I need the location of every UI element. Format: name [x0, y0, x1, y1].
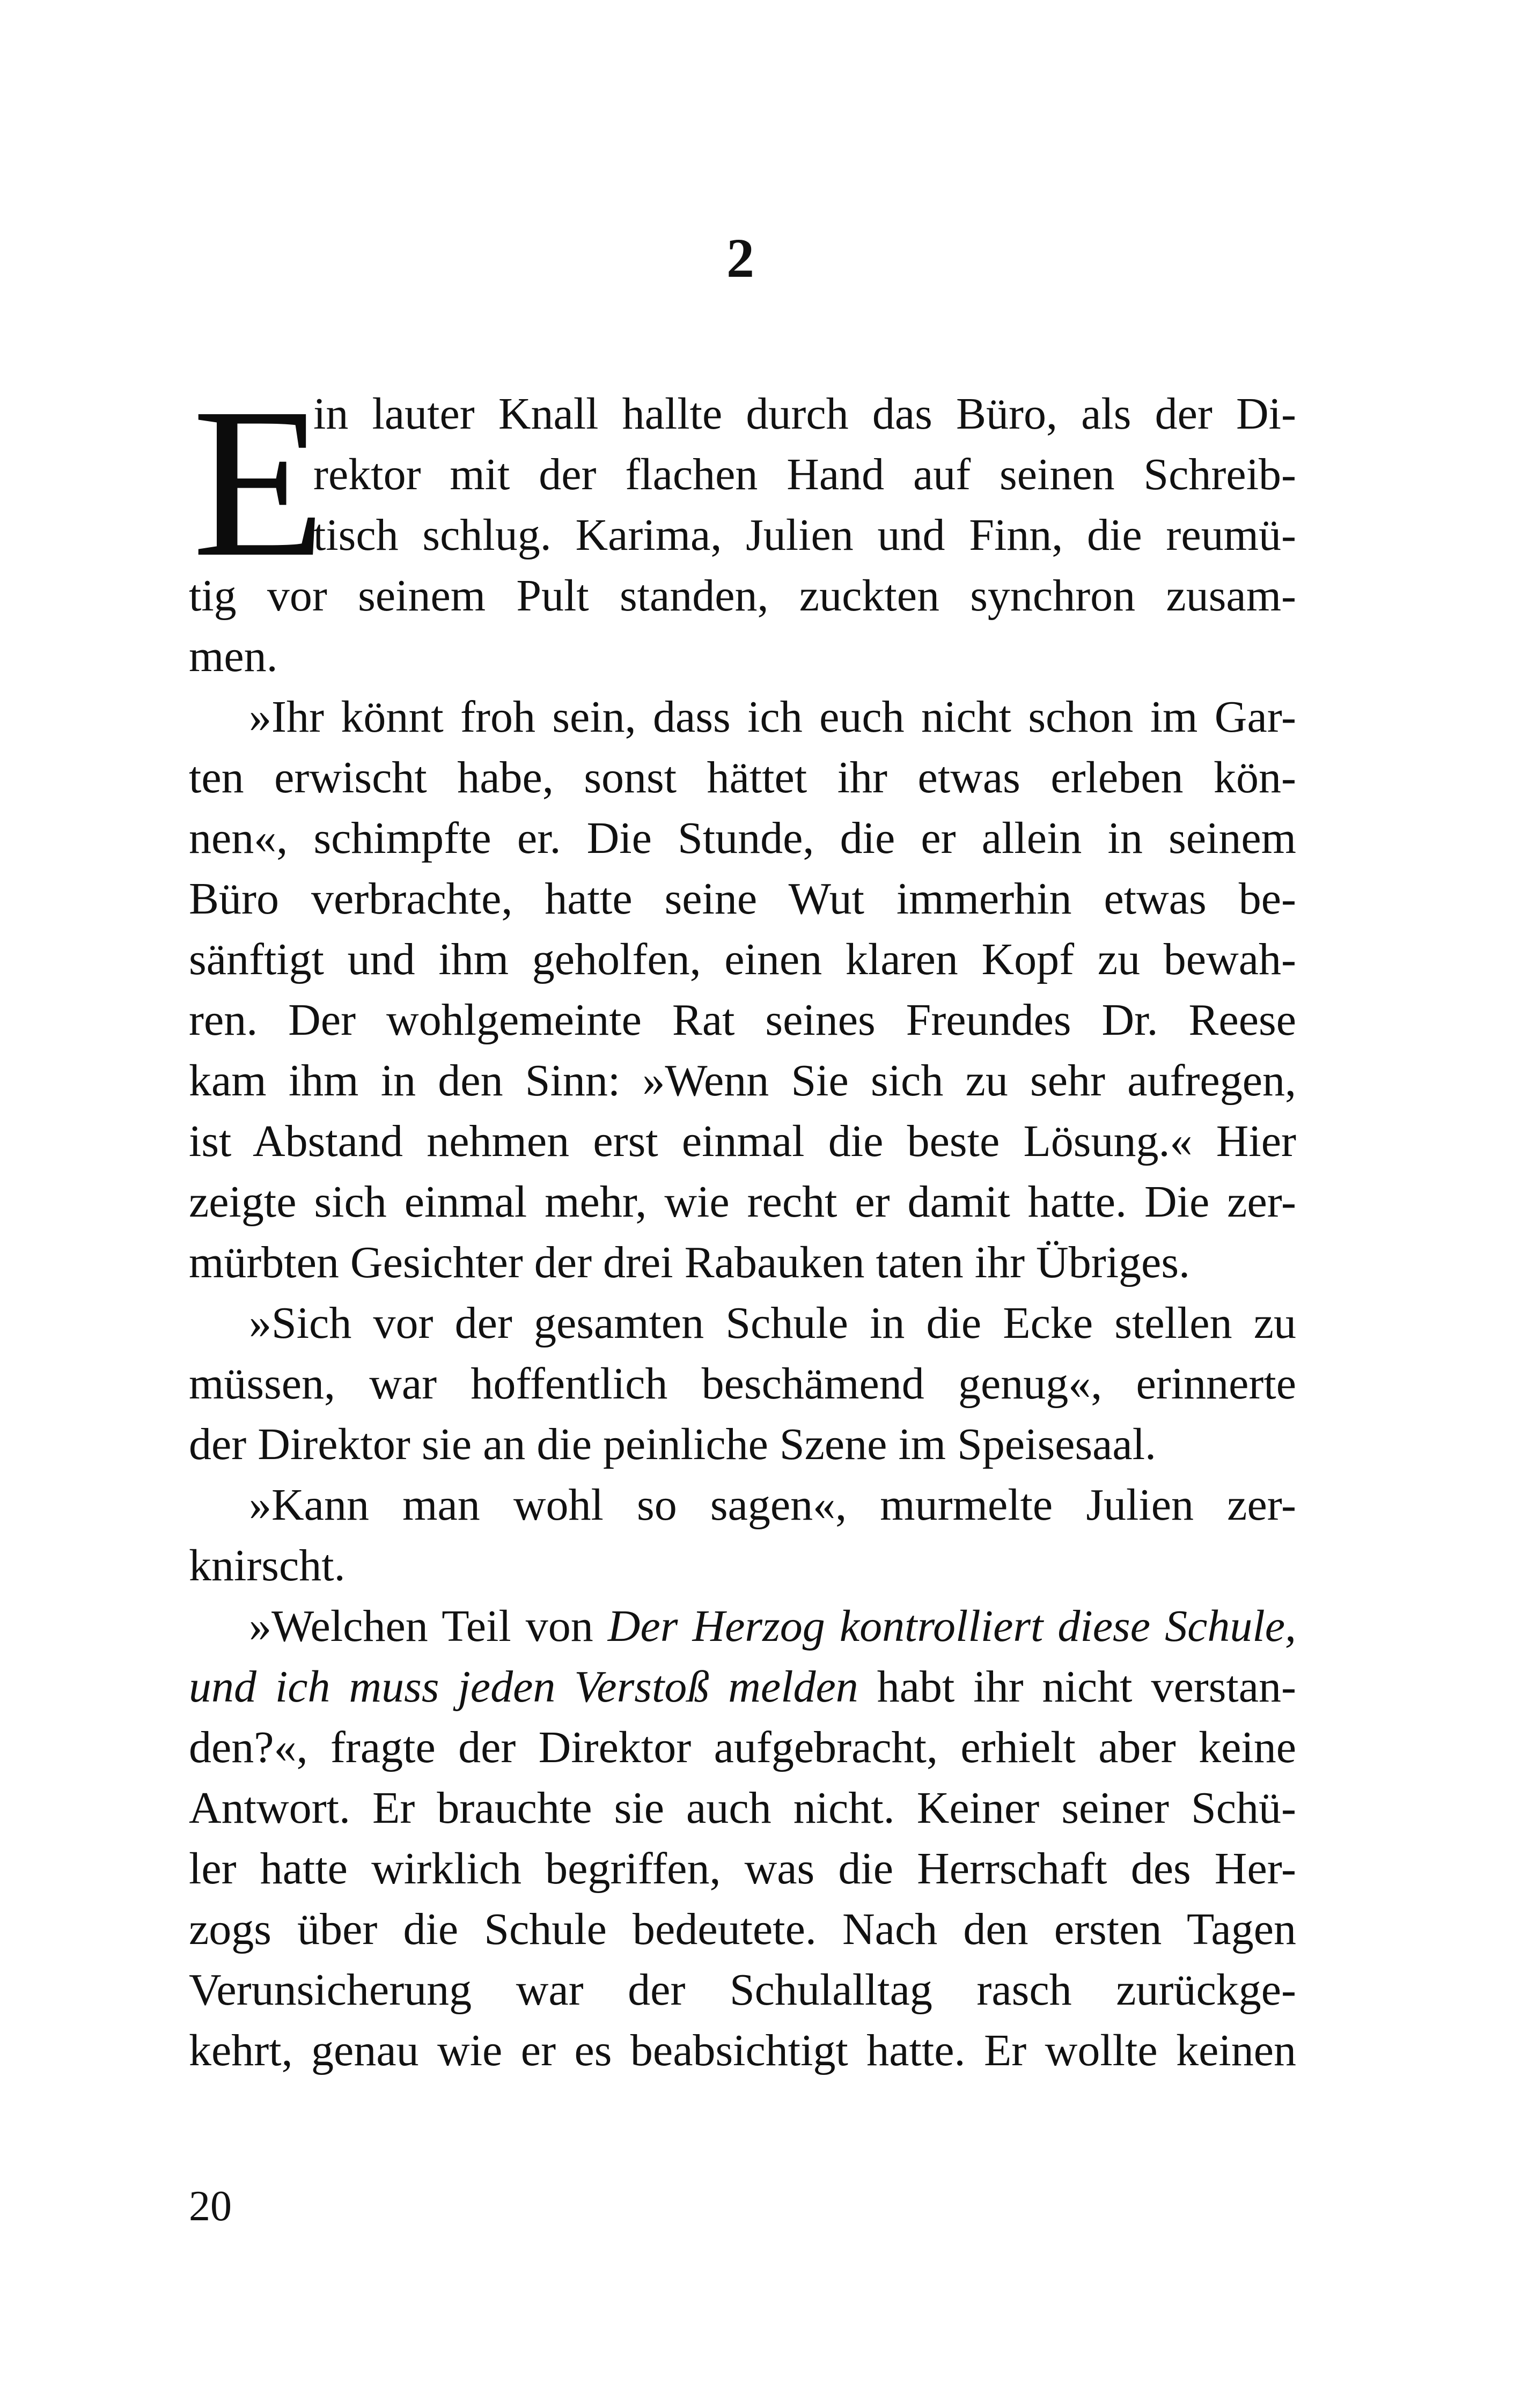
text-line — [189, 1596, 1296, 1656]
text-line: zeigte sich einmal mehr, wie recht er damit hatte. Die zer- — [189, 1177, 1296, 1227]
text-line: Verunsicherung war der Schulalltag rasch zurückge- — [189, 1965, 1296, 2015]
text-line: knirscht. — [189, 1541, 346, 1590]
text-line: »Sich vor der gesamten Schule in die Ecke stellen zu — [249, 1298, 1296, 1348]
text-line: »Kann man wohl so sagen«, murmelte Julien zer- — [249, 1480, 1296, 1530]
page-number: 20 — [189, 2183, 232, 2230]
body-text — [189, 364, 1296, 2081]
text-line: tig vor seinem Pult standen, zuckten synchron zusam- — [189, 571, 1296, 621]
text-line: Antwort. Er brauchte sie auch nicht. Keiner seiner Schü- — [189, 1783, 1296, 1833]
chapter-number: 2 — [726, 227, 754, 289]
text-line: sänftigt und ihm geholfen, einen klaren Kopf zu bewah- — [189, 934, 1296, 984]
text-line: der Direktor sie an die peinliche Szene im Speisesaal. — [189, 1419, 1157, 1469]
italic-quote: und ich muss jeden Verstoß melden — [189, 1662, 858, 1712]
text-line: ren. Der wohlgemeinte Rat seines Freundes Dr. Reese — [189, 995, 1296, 1045]
text-line: kehrt, genau wie er es beabsichtigt hatte. Er wollte keinen — [189, 2026, 1296, 2075]
text-line: nen«, schimpfte er. Die Stunde, die er allein in seinem — [189, 813, 1296, 863]
text-line: Büro verbrachte, hatte seine Wut immerhin etwas be- — [189, 874, 1296, 924]
text-line: ist Abstand nehmen erst einmal die beste Lösung.« Hier — [189, 1116, 1296, 1166]
text-line: zogs über die Schule bedeutete. Nach den ersten Tagen — [189, 1904, 1296, 1954]
text-line: ler hatte wirklich begriffen, was die Herrschaft des Her- — [189, 1844, 1296, 1894]
text-line: men. — [189, 631, 278, 681]
text-line: rektor mit der flachen Hand auf seinen Schreib- — [313, 450, 1296, 499]
text-line: tisch schlug. Karima, Julien und Finn, die reumü- — [313, 510, 1296, 560]
text-line: ten erwischt habe, sonst hättet ihr etwas erleben kön- — [189, 753, 1296, 802]
text-line: »Ihr könnt froh sein, dass ich euch nicht schon im Gar- — [249, 692, 1296, 742]
italic-quote: Der Herzog kontrolliert diese Schule, — [607, 1601, 1296, 1651]
text-line: mürbten Gesichter der drei Rabauken taten ihr Übriges. — [189, 1238, 1191, 1287]
drop-cap-letter: E — [192, 364, 326, 601]
text-segment: habt ihr nicht verstan- — [858, 1662, 1296, 1712]
text-line: müssen, war hoffentlich beschämend genug«, erinnerte — [189, 1359, 1296, 1409]
text-line: den?«, fragte der Direktor aufgebracht, erhielt aber keine — [189, 1722, 1296, 1772]
text-segment: »Welchen Teil von — [249, 1601, 608, 1651]
text-line: in lauter Knall hallte durch das Büro, als der Di- — [313, 389, 1296, 439]
text-line — [189, 1656, 1296, 1717]
text-line: kam ihm in den Sinn: »Wenn Sie sich zu sehr aufregen, — [189, 1056, 1296, 1106]
